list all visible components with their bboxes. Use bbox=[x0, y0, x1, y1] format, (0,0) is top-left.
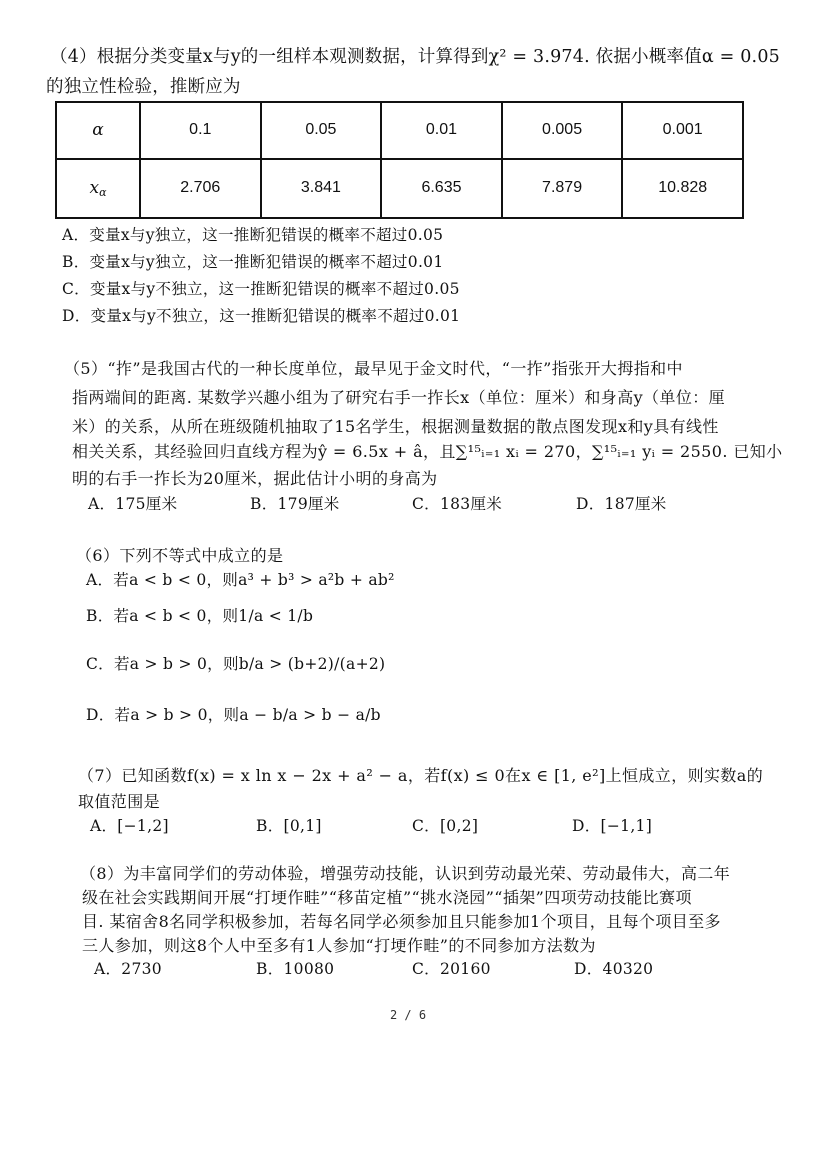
q4-option-a[interactable]: A．变量x与y独立，这一推断犯错误的概率不超过0.05 bbox=[62, 226, 444, 244]
q8-stem-line: 目. 某宿舍8名同学积极参加，若每名同学必须参加且只能参加1个项目，且每个项目至多 bbox=[82, 912, 721, 931]
table-cell: 0.001 bbox=[622, 102, 743, 159]
q5-option-a[interactable]: A．175厘米 bbox=[88, 495, 178, 513]
q8-option-a[interactable]: A．2730 bbox=[94, 960, 162, 978]
q4-option-d[interactable]: D．变量x与y不独立，这一推断犯错误的概率不超过0.01 bbox=[62, 307, 461, 325]
q8-stem-line: 三人参加，则这8个人中至多有1人参加“打埂作畦”的不同参加方法数为 bbox=[82, 936, 596, 955]
q5-option-b[interactable]: B．179厘米 bbox=[250, 495, 340, 513]
q5-stem-line: 相关关系，其经验回归直线方程为ŷ = 6.5x + â，且∑¹⁵ᵢ₌₁ xᵢ = 270，∑¹⁵ᵢ₌₁ yᵢ = 2550. 已知小 bbox=[72, 442, 783, 461]
q7-option-b[interactable]: B．[0,1] bbox=[256, 817, 322, 835]
table-cell: 0.1 bbox=[140, 102, 261, 159]
x-alpha-header bbox=[56, 159, 140, 218]
q5-option-c[interactable]: C．183厘米 bbox=[412, 495, 503, 513]
q7-option-d[interactable]: D．[−1,1] bbox=[572, 817, 653, 835]
x-alpha-subscript: α bbox=[99, 185, 107, 199]
table-cell: 0.05 bbox=[261, 102, 382, 159]
table-cell: 7.879 bbox=[502, 159, 623, 218]
critical-value-table bbox=[55, 101, 744, 219]
q7-option-c[interactable]: C．[0,2] bbox=[412, 817, 479, 835]
table-cell: 0.005 bbox=[502, 102, 623, 159]
table-cell: 10.828 bbox=[622, 159, 743, 218]
q6-option-b[interactable]: B．若a < b < 0，则1/a < 1/b bbox=[86, 607, 314, 625]
q6-option-d[interactable]: D．若a > b > 0，则a − b/a > b − a/b bbox=[86, 706, 381, 724]
q8-option-d[interactable]: D．40320 bbox=[574, 960, 654, 978]
q6-option-a[interactable]: A．若a < b < 0，则a³ + b³ > a²b + ab² bbox=[86, 571, 395, 589]
q5-stem-line: （5）“拃”是我国古代的一种长度单位，最早见于金文时代，“一拃”指张开大拇指和中 bbox=[64, 359, 683, 378]
q6-option-c[interactable]: C．若a > b > 0，则b/a > (b+2)/(a+2) bbox=[86, 655, 386, 673]
q5-option-d[interactable]: D．187厘米 bbox=[576, 495, 667, 513]
table-row bbox=[56, 102, 743, 159]
q4-stem-line2: 的独立性检验，推断应为 bbox=[46, 77, 241, 97]
page-number: 2 / 6 bbox=[389, 1008, 427, 1022]
q8-stem-line: 级在社会实践期间开展“打埂作畦”“移苗定植”“挑水浇园”“插架”四项劳动技能比赛项 bbox=[82, 888, 692, 907]
q5-stem-line: 明的右手一拃长为20厘米，据此估计小明的身高为 bbox=[72, 469, 438, 488]
q8-option-b[interactable]: B．10080 bbox=[256, 960, 335, 978]
q5-stem-line: 指两端间的距离. 某数学兴趣小组为了研究右手一拃长x（单位：厘米）和身高y（单位：厘 bbox=[72, 388, 726, 407]
table-cell: 6.635 bbox=[381, 159, 502, 218]
q4-option-b[interactable]: B．变量x与y独立，这一推断犯错误的概率不超过0.01 bbox=[62, 253, 444, 271]
q4-option-c[interactable]: C．变量x与y不独立，这一推断犯错误的概率不超过0.05 bbox=[62, 280, 460, 298]
q7-option-a[interactable]: A．[−1,2] bbox=[90, 817, 169, 835]
q8-stem-line: （8）为丰富同学们的劳动体验，增强劳动技能，认识到劳动最光荣、劳动最伟大，高二年 bbox=[80, 864, 731, 883]
table-cell: 2.706 bbox=[140, 159, 261, 218]
alpha-header: α bbox=[56, 102, 140, 159]
table-cell: 3.841 bbox=[261, 159, 382, 218]
x-alpha-symbol: x bbox=[89, 177, 100, 198]
q4-stem-line1: （4）根据分类变量x与y的一组样本观测数据，计算得到χ² = 3.974. 依据小概率值α = 0.05 bbox=[50, 47, 780, 67]
q7-stem-line2: 取值范围是 bbox=[78, 792, 161, 811]
q8-option-c[interactable]: C．20160 bbox=[412, 960, 491, 978]
q6-stem: （6）下列不等式中成立的是 bbox=[76, 546, 284, 565]
table-cell: 0.01 bbox=[381, 102, 502, 159]
table-row bbox=[56, 159, 743, 218]
q5-stem-line: 米）的关系，从所在班级随机抽取了15名学生，根据测量数据的散点图发现x和y具有线性 bbox=[72, 417, 719, 436]
q7-stem-line1: （7）已知函数f(x) = x ln x − 2x + a² − a，若f(x) ≤ 0在x ∈ [1, e²]上恒成立，则实数a的 bbox=[78, 766, 764, 785]
